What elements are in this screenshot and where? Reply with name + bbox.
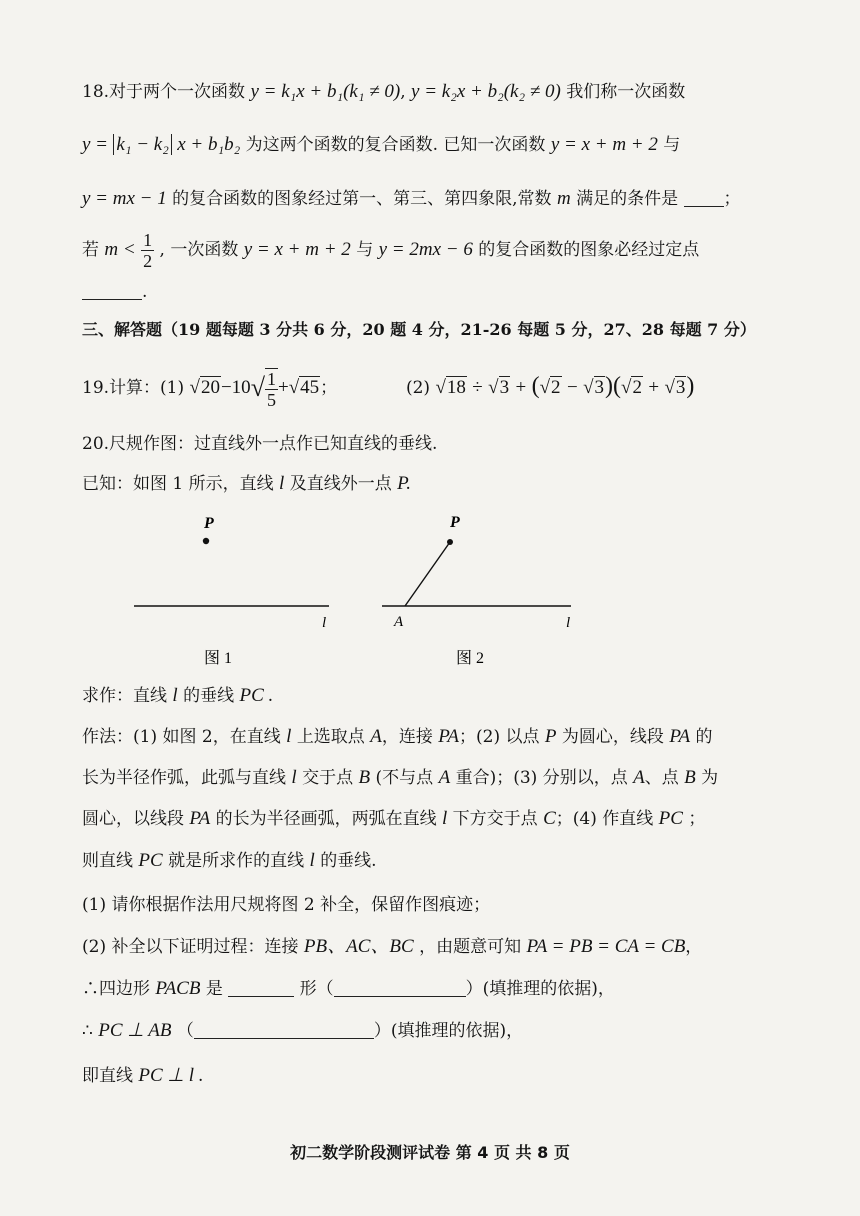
q18-text-3: 与 (663, 135, 681, 155)
text: ∴四边形 (82, 979, 150, 999)
fraction-denominator: 2 (143, 251, 153, 271)
sqrt-3: √3 (664, 377, 686, 398)
radicand: 2 (551, 377, 561, 398)
sqrt-2: √2 (621, 377, 642, 398)
line-l: l (291, 767, 297, 788)
req-text-2: 的垂线 (183, 686, 235, 706)
q18-text-8: 的复合函数的图象必经过定点 (478, 240, 700, 260)
q18-answer-blank-1[interactable] (684, 206, 724, 207)
sqrt-fraction: √ $\frac{1}{5}$ (250, 368, 276, 410)
proof-blank-reason-1[interactable] (334, 996, 466, 997)
q18-period: . (142, 282, 148, 302)
q18-func2: y = k₂x + b₂(k₂ ≠ 0) (411, 81, 561, 102)
q18-line-4 (82, 230, 699, 271)
sqrt-2: √2 (539, 377, 561, 398)
right-paren: ) (686, 373, 695, 399)
left-paren: ( (613, 373, 621, 399)
proof-blank-shape[interactable] (228, 996, 294, 997)
perpendicular: PC ⊥ l . (138, 1065, 204, 1086)
q20-title: 20.尺规作图：过直线外一点作已知直线的垂线. (82, 434, 438, 454)
fig2-segment-pa (405, 542, 450, 606)
req-text: 求作：直线 (82, 686, 167, 706)
q20-proof-line-2 (82, 1019, 523, 1043)
fig2-point-p (447, 539, 453, 545)
fig1-point-p (203, 538, 209, 544)
segments: PB、AC、BC (303, 936, 414, 957)
q18-intro: 18.对于两个一次函数 (82, 82, 246, 102)
perpendicular: PC ⊥ AB (98, 1020, 172, 1041)
line-l: l (286, 726, 292, 747)
radicand: 3 (675, 377, 686, 398)
q18-func3-lhs: y = (82, 134, 109, 155)
sqrt-18: √18 (435, 377, 466, 398)
quadrilateral: PACB (155, 978, 201, 999)
segment-pa: PA (438, 726, 459, 747)
segment-pa: PA (189, 808, 211, 829)
sqrt-20: √20 (189, 377, 220, 398)
q18-text-7: 与 (356, 240, 374, 260)
point-p: P (544, 726, 557, 747)
q20-task-1: (1) 请你根据作法用尺规将图 2 补全，保留作图痕迹； (82, 895, 491, 915)
right-paren: ) (605, 373, 613, 399)
line-pc: PC . (239, 685, 274, 706)
plus-sign: + (277, 377, 289, 398)
segment-pa: PA (669, 726, 691, 747)
q18-text: 我们称一次函数 (566, 82, 686, 102)
text: 重合)；(3) 分别以，点 (455, 768, 628, 788)
point-a: A (633, 767, 645, 788)
text: ；(2) 以点 (459, 727, 540, 747)
equality: PA = PB = CA = CB (526, 936, 686, 957)
text: 是 (205, 979, 223, 999)
line-pc: PC (138, 850, 163, 871)
fig2-caption: 图 2 (456, 650, 485, 667)
q18-if: 若 (82, 240, 99, 260)
text: 形（ (299, 979, 334, 999)
text: 交于点 (302, 768, 354, 788)
line-pc: PC (658, 808, 683, 829)
text: 则直线 (82, 851, 133, 871)
text: 的 (695, 727, 713, 747)
point-a: A (438, 767, 451, 788)
text: 就是所求作的直线 (168, 851, 305, 871)
q18-func1: y = k₁x + b₁(k₁ ≠ 0) (250, 81, 401, 102)
q18-line-5 (82, 280, 147, 304)
text: （ (176, 1021, 194, 1041)
fig1-caption: 图 1 (204, 650, 233, 667)
figures (0, 505, 860, 685)
text: ；(4) 作直线 (555, 809, 654, 829)
q20-requirement (82, 684, 273, 708)
radicand: 3 (499, 377, 510, 398)
figure-1 (134, 515, 329, 667)
plus-sign: + (648, 377, 660, 398)
fraction-numerator: 1 (143, 230, 153, 250)
fraction-denominator: 5 (266, 389, 276, 410)
q20-method-line-3 (82, 807, 705, 831)
line-l: l (309, 850, 315, 871)
q18-text-5: 满足的条件是 (576, 189, 679, 209)
q18-func7: y = x + m + 2 (243, 239, 351, 260)
figure-2 (382, 514, 571, 667)
left-paren: ( (531, 373, 540, 399)
text: 圆心，以线段 (82, 809, 184, 829)
text: 为圆心，线段 (561, 727, 664, 747)
radicand: 3 (594, 377, 604, 398)
proof-blank-reason-2[interactable] (194, 1038, 374, 1039)
fig2-label-l: l (566, 615, 571, 631)
q18-func4: y = x + m + 2 (550, 134, 658, 155)
q19-label: 19.计算：(1) (82, 378, 185, 398)
q18-answer-blank-2[interactable] (82, 299, 142, 300)
q18-line-3 (82, 187, 741, 211)
sqrt-45: √45 (288, 377, 320, 398)
text: ）(填推理的依据)， (465, 979, 615, 999)
q18-text-4: 的复合函数的图象经过第一、第三、第四象限,常数 (172, 189, 552, 209)
q20-proof-line-3 (82, 1064, 204, 1088)
plus-sign: + (515, 377, 527, 398)
text: 为 (701, 768, 719, 788)
text: 作法：(1) 如图 2，在直线 (82, 727, 281, 747)
text: ，连接 (381, 727, 433, 747)
section-3-heading: 三、解答题（19 题每题 3 分共 6 分，20 题 4 分，21-26 每题 5 分，27、28 每题 7 分） (82, 320, 756, 339)
line-l: l (279, 473, 285, 494)
given-text-2: 及直线外一点 (289, 474, 392, 494)
q18-func8: y = 2mx − 6 (378, 239, 473, 260)
minus-ten: −10 (220, 377, 251, 398)
therefore: ∴ (82, 1021, 93, 1041)
fraction-numerator: 1 (266, 368, 276, 389)
text: (2) 补全以下证明过程：连接 (82, 937, 299, 957)
fig1-label-l: l (322, 615, 327, 631)
text: ； (688, 809, 706, 829)
q18-line-2 (82, 133, 680, 157)
q19-part2-label: (2) (405, 378, 431, 398)
q18-m: m (556, 188, 571, 209)
q18-m-less: m < (104, 239, 136, 260)
text: 、点 (644, 768, 679, 788)
line-l: l (172, 685, 178, 706)
sqrt-3: √3 (583, 377, 604, 398)
text: 的垂线. (320, 851, 377, 871)
q20-task-2 (82, 935, 702, 959)
q20-method-line-4 (82, 849, 377, 873)
q18-semicolon: ； (723, 189, 741, 209)
radicand: 2 (632, 377, 642, 398)
q20-given (82, 472, 411, 496)
fig1-label-p: P (204, 515, 214, 532)
q19-line (82, 366, 694, 410)
point-b: B (358, 767, 371, 788)
divide-sign: ÷ (472, 377, 483, 398)
point-a: A (370, 726, 382, 747)
q18-func5: y = mx − 1 (82, 188, 167, 209)
point-b: B (684, 767, 696, 788)
q19-semicolon: ； (320, 378, 338, 398)
q18-func3-abs: k₁ − k₂ (113, 134, 171, 155)
text: 即直线 (82, 1066, 133, 1086)
point-c: C (543, 808, 556, 829)
q18-text-6: , 一次函数 (159, 240, 239, 260)
text: 的长为半径画弧，两弧在直线 (215, 809, 437, 829)
radicand: 18 (446, 377, 466, 398)
minus-sign: − (566, 377, 578, 398)
text: ）(填推理的依据)， (373, 1021, 524, 1041)
point-p: P. (397, 473, 412, 494)
radicand: 45 (300, 377, 320, 398)
q18-func3-rhs: x + b₁b₂ (177, 134, 241, 155)
q20-method-line-1 (82, 725, 712, 749)
page-footer: 初二数学阶段测评试卷 第 4 页 共 8 页 (290, 1143, 570, 1162)
given-text: 已知：如图 1 所示，直线 (82, 474, 274, 494)
q18-text-2: 为这两个函数的复合函数. 已知一次函数 (245, 135, 546, 155)
q18-fraction (141, 230, 154, 271)
fig2-label-p: P (450, 514, 460, 531)
text: ，由题意可知 (419, 937, 522, 957)
text: 长为半径作弧，此弧与直线 (82, 768, 286, 788)
fig2-label-a: A (394, 614, 404, 630)
text: 下方交于点 (452, 809, 538, 829)
q20-method-line-2 (82, 766, 718, 790)
line-l: l (441, 808, 448, 829)
q20-proof-line-1 (82, 977, 615, 1001)
text: ， (685, 937, 703, 957)
text: 上选取点 (296, 727, 365, 747)
radicand: 20 (200, 377, 220, 398)
sqrt-3: √3 (488, 377, 510, 398)
q18-line-1: 18.对于两个一次函数 y = k₁x + b₁(k₁ ≠ 0), y = k₂x + b₂(k₂ ≠ 0) 我们称一次函数 (82, 81, 686, 102)
text: (不与点 (375, 768, 434, 788)
